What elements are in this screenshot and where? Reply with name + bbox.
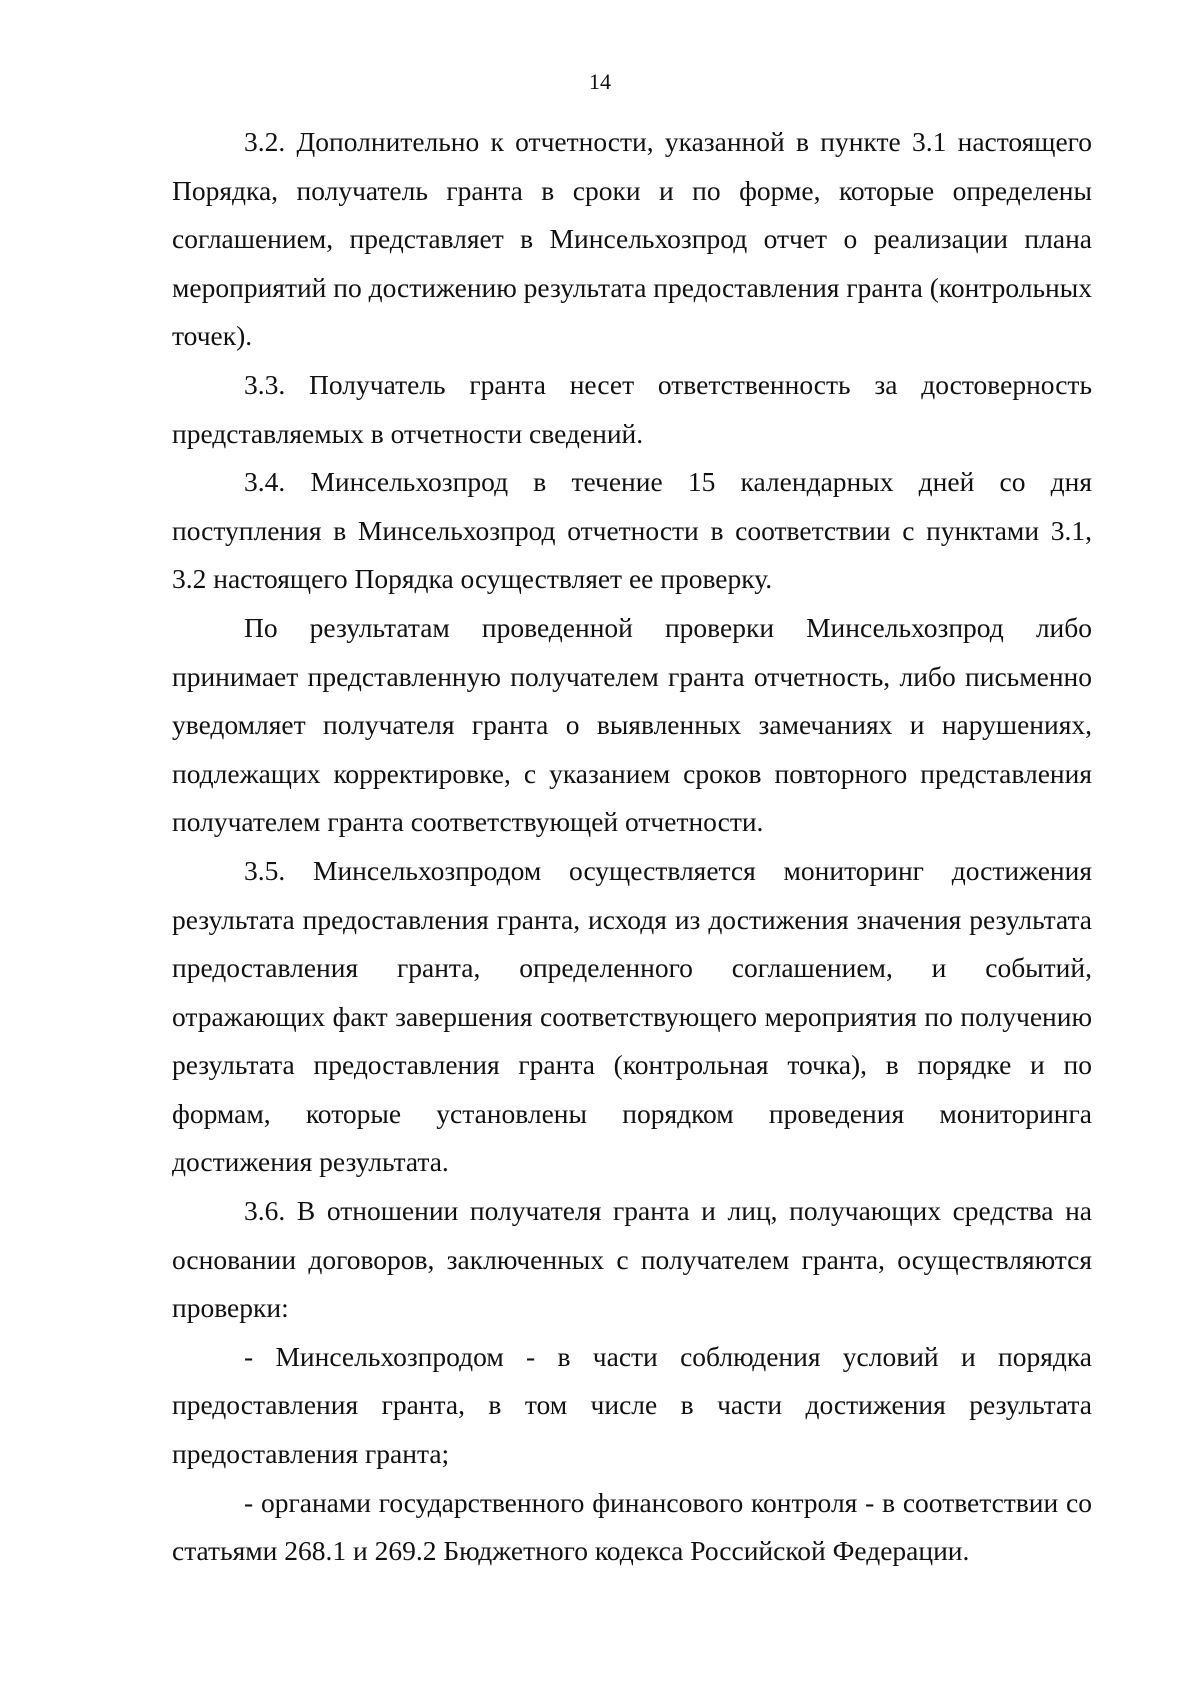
paragraph-3-4: 3.4. Минсельхозпрод в течение 15 календарных дней со дня поступления в Минсельхозпрод отчетности в соответствии с пунктами 3.1, 3.2 настоящего Порядка осуществляет ее проверку. bbox=[172, 466, 1092, 595]
paragraph-3-2: 3.2. Дополнительно к отчетности, указанной в пункте 3.1 настоящего Порядка, получатель гранта в сроки и по форме, которые определены соглашением, представляет в Минсельхозпрод отчет о реализации плана мероприятий по достижению результата предоставления гранта (контрольных точек). bbox=[172, 126, 1092, 352]
paragraph-3-6: 3.6. В отношении получателя гранта и лиц, получающих средства на основании договоров, заключенных с получателем гранта, осуществляются проверки: bbox=[172, 1195, 1092, 1324]
paragraph-3-5: 3.5. Минсельхозпродом осуществляется мониторинг достижения результата предоставления гранта, исходя из достижения значения результата предоставления гранта, определенного соглашением, и событий, отражающих факт завершения соответствующего мероприятия по получению результата предоставления гранта (контрольная точка), в порядке и по формам, которые установлены порядком проведения мониторинга достижения результата. bbox=[172, 854, 1092, 1178]
page-number: 14 bbox=[589, 69, 611, 94]
document-body bbox=[172, 118, 1092, 1576]
list-item-minselkhozprod-checks: - Минсельхозпродом - в части соблюдения условий и порядка предоставления гранта, в том числе в части достижения результата предоставления гранта; bbox=[172, 1340, 1092, 1470]
paragraph-3-3: 3.3. Получатель гранта несет ответственность за достоверность представляемых в отчетности сведений. bbox=[172, 368, 1092, 449]
list-item-financial-control-checks: - органами государственного финансового контроля - в соответствии со статьями 268.1 и 269.2 Бюджетного кодекса Российской Федерации. bbox=[172, 1486, 1092, 1567]
paragraph-3-4-review-result: По результатам проведенной проверки Минсельхозпрод либо принимает представленную получателем гранта отчетность, либо письменно уведомляет получателя гранта о выявленных замечаниях и нарушениях, подлежащих корректировке, с указанием сроков повторного представления получателем гранта соответствующей отчетности. bbox=[172, 611, 1092, 838]
